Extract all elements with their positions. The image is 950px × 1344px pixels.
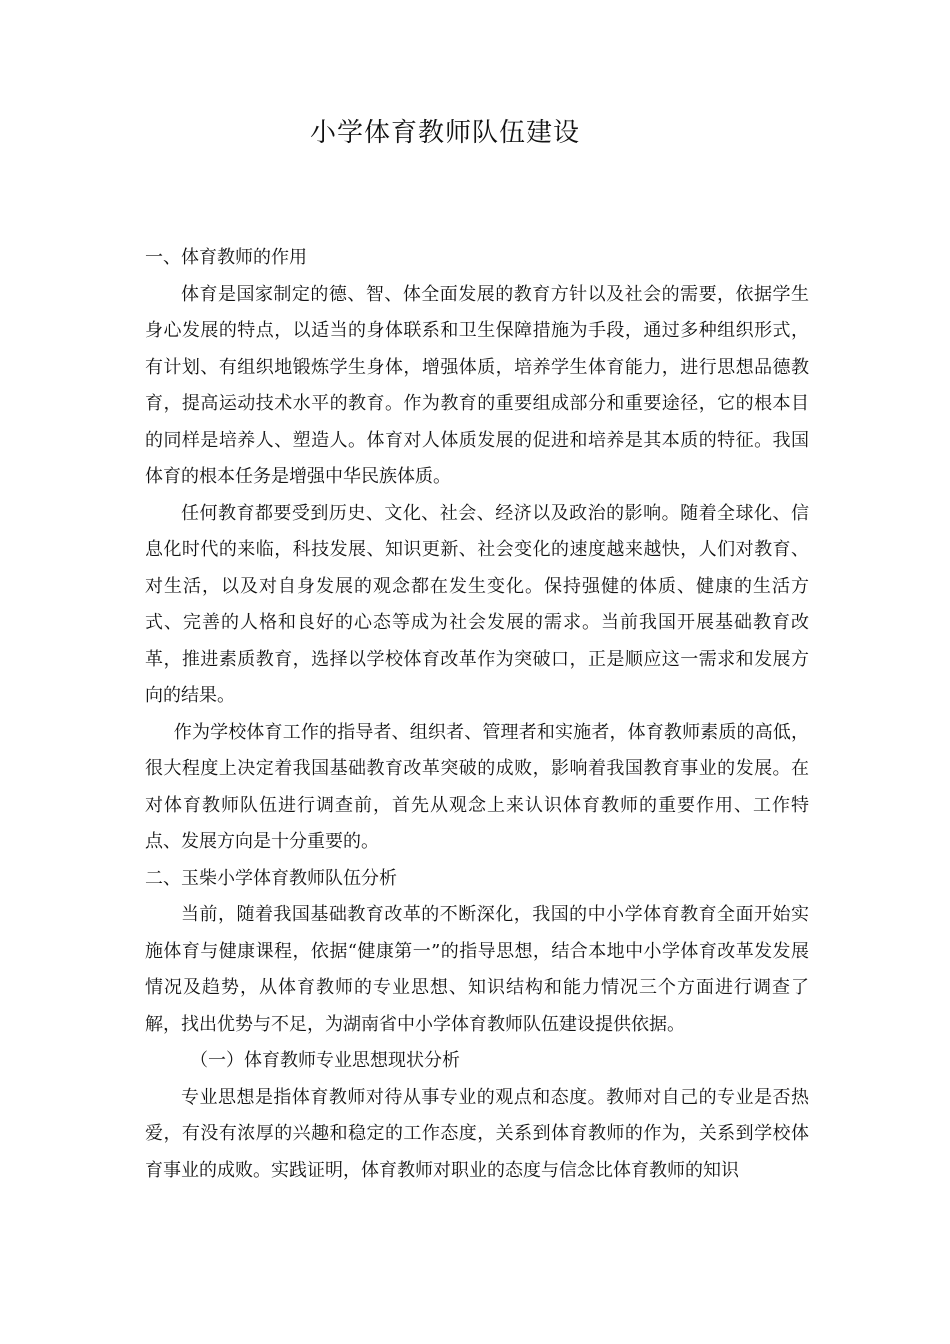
paragraph: 体育是国家制定的德、智、体全面发展的教育方针以及社会的需要，依据学生身心发展的特点，以适当的身体联系和卫生保障措施为手段，通过多种组织形式，有计划、有组织地锻炼学生身体，增强体质，培养学生体育能力，进行思想品德教育，提高运动技术水平的教育。作为教育的重要组成部分和重要途径，它的根本目的同样是培养人、塑造人。体育对人体质发展的促进和培养是其本质的特征。我国体育的根本任务是增强中华民族体质。 <box>145 283 809 487</box>
paragraph: 专业思想是指体育教师对待从事专业的观点和态度。教师对自己的专业是否热爱，有没有浓厚的兴趣和稳定的工作态度，关系到体育教师的作为，关系到学校体育事业的成败。实践证明，体育教师对职业的态度与信念比体育教师的知识 <box>145 1086 809 1181</box>
subsection-heading: （一）体育教师专业思想现状分析 <box>190 1050 460 1071</box>
section-heading-1: 一、体育教师的作用 <box>145 247 307 268</box>
paragraph: 作为学校体育工作的指导者、组织者、管理者和实施者，体育教师素质的高低，很大程度上决定着我国基础教育改革突破的成败，影响着我国教育事业的发展。在对体育教师队伍进行调查前，首先从观念上来认识体育教师的重要作用、工作特点、发展方向是十分重要的。 <box>145 721 809 852</box>
document-title: 小学体育教师队伍建设 <box>309 118 580 148</box>
section-heading-2: 二、玉柴小学体育教师队伍分析 <box>145 867 397 889</box>
paragraph: 任何教育都要受到历史、文化、社会、经济以及政治的影响。随着全球化、信息化时代的来临，科技发展、知识更新、社会变化的速度越来越快，人们对教育、对生活，以及对自身发展的观念都在发生变化。保持强健的体质、健康的生活方式、完善的人格和良好的心态等成为社会发展的需求。当前我国开展基础教育改革，推进素质教育，选择以学校体育改革作为突破口，正是顺应这一需求和发展方向的结果。 <box>145 502 809 706</box>
document-body <box>145 240 809 1189</box>
paragraph: 当前，随着我国基础教育改革的不断深化，我国的中小学体育教育全面开始实施体育与健康课程，依据“健康第一”的指导思想，结合本地中小学体育改革发发展情况及趋势，从体育教师的专业思想、知识结构和能力情况三个方面进行调查了解，找出优势与不足，为湖南省中小学体育教师队伍建设提供依据。 <box>145 904 809 1035</box>
